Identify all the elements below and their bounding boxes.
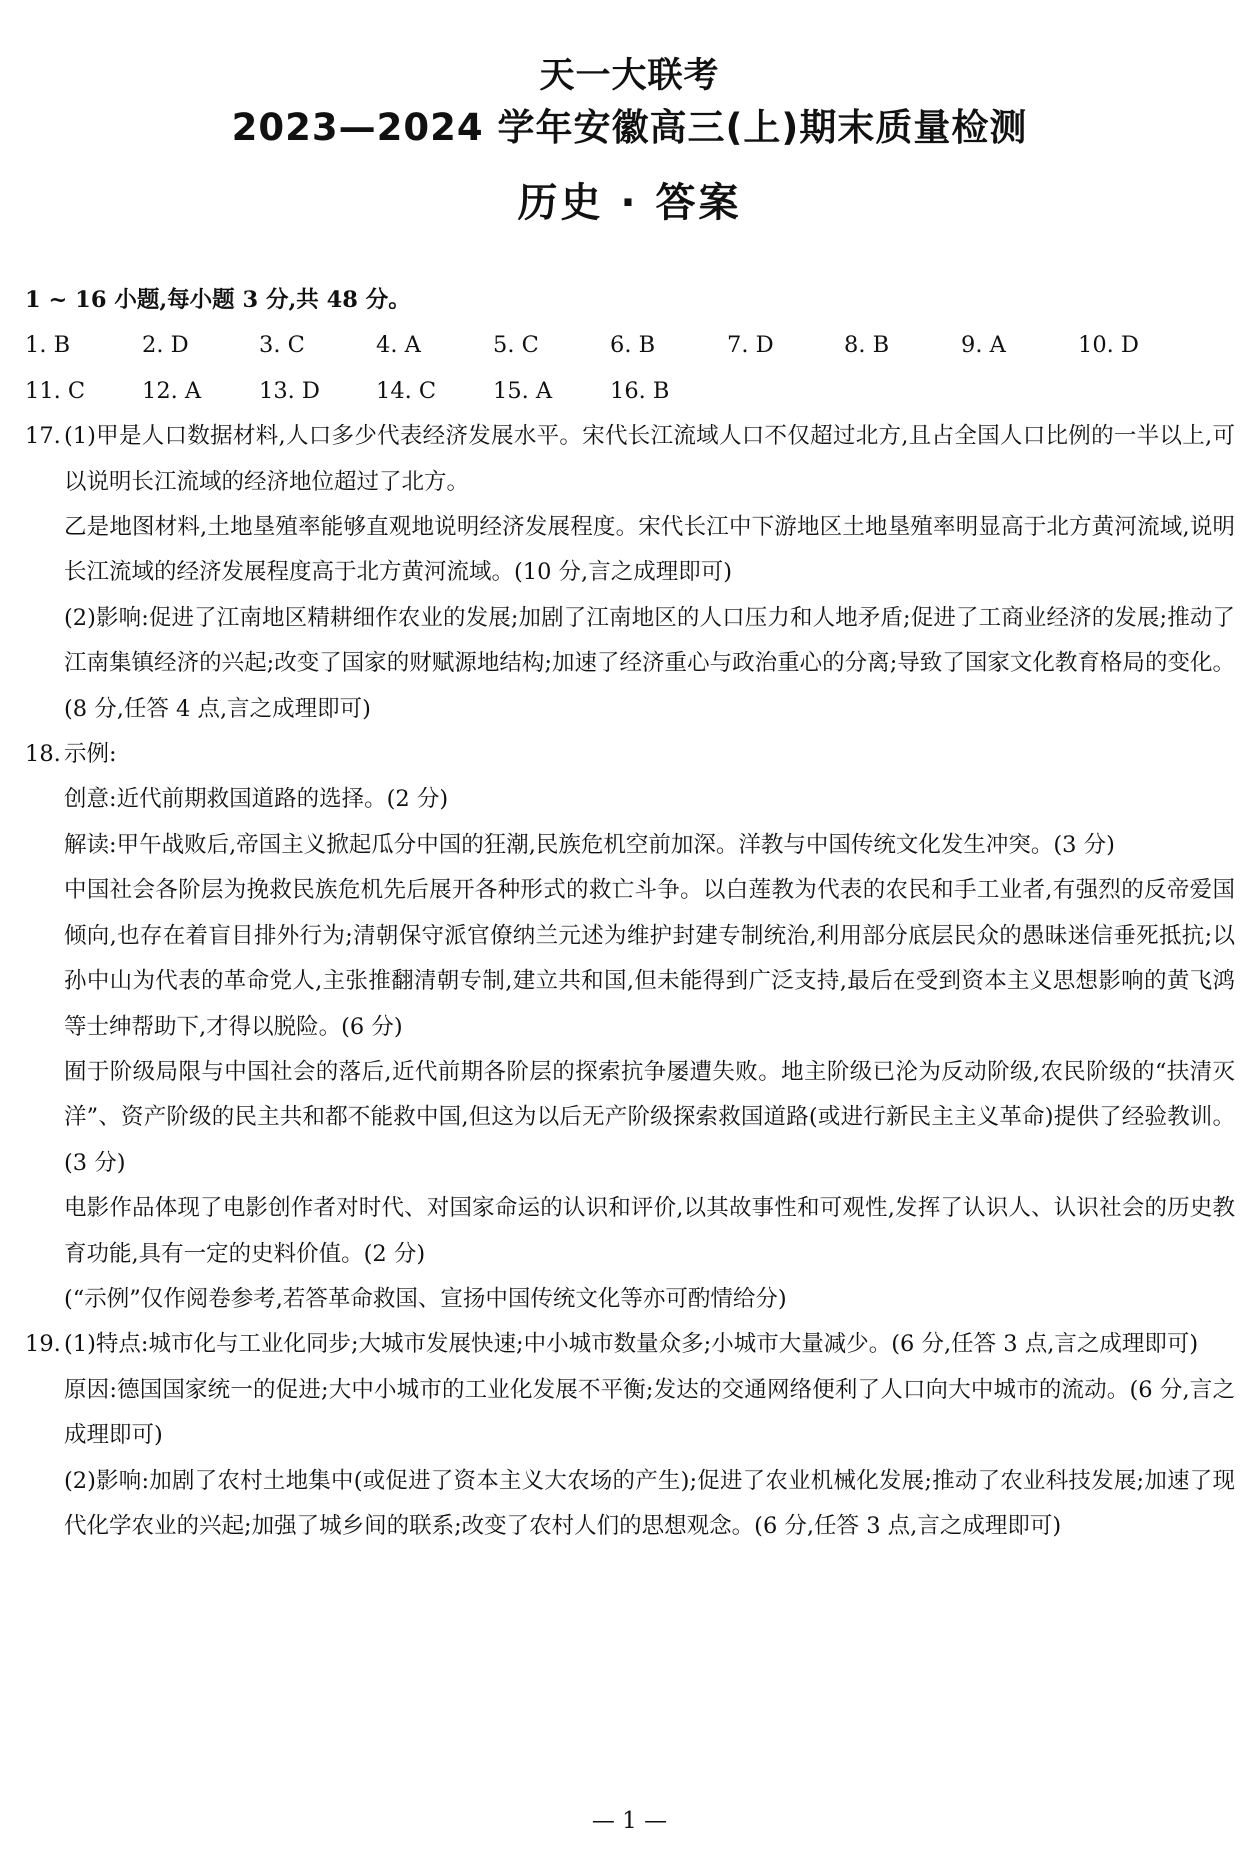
answer-paragraph: (1)甲是人口数据材料,人口多少代表经济发展水平。宋代长江流域人口不仅超过北方,且占全国人口比例的一半以上,可以说明长江流域的经济地位超过了北方。 xyxy=(64,423,1235,495)
mc-answer: 3. C xyxy=(259,332,305,359)
question-18-answer xyxy=(64,732,1235,1322)
mc-answer: 1. B xyxy=(25,332,71,359)
mc-answer: 10. D xyxy=(1078,332,1139,359)
mc-answer: 16. B xyxy=(610,377,670,404)
question-number: 19. xyxy=(25,1331,61,1358)
mc-answers-row-1 xyxy=(25,323,1235,368)
answer-paragraph: 囿于阶级局限与中国社会的落后,近代前期各阶层的探索抗争屡遭失败。地主阶级已沦为反动阶级,农民阶级的“扶清灭洋”、资产阶级的民主共和都不能救中国,但这为以后无产阶级探索救国道路(或进行新民主主义革命)提供了经验教训。(3 分) xyxy=(64,1058,1235,1176)
mc-answers-row-2 xyxy=(25,369,1235,414)
mc-answer: 6. B xyxy=(610,332,656,359)
answer-paragraph: 电影作品体现了电影创作者对时代、对国家命运的认识和评价,以其故事性和可观性,发挥了认识人、认识社会的历史教育功能,具有一定的史料价值。(2 分) xyxy=(64,1195,1235,1267)
answer-paragraph: 原因:德国国家统一的促进;大中小城市的工业化发展不平衡;发达的交通网络便利了人口向大中城市的流动。(6 分,言之成理即可) xyxy=(64,1376,1235,1449)
answer-content xyxy=(25,278,1235,1549)
mc-answer: 14. C xyxy=(376,377,437,404)
mc-answer: 7. D xyxy=(727,332,774,359)
answer-paragraph: 创意:近代前期救国道路的选择。(2 分) xyxy=(64,786,449,813)
answer-paragraph: 中国社会各阶层为挽救民族危机先后展开各种形式的救亡斗争。以白莲教为代表的农民和手工业者,有强烈的反帝爱国倾向,也存在着盲目排外行为;清朝保守派官僚纳兰元述为维护封建专制统治,利用部分底层民众的愚昧迷信垂死抵抗;以孙中山为代表的革命党人,主张推翻清朝专制,建立共和国,但未能得到广泛支持,最后在受到资本主义思想影响的黄飞鸿等士绅帮助下,才得以脱险。(6 分) xyxy=(64,877,1235,1040)
answer-paragraph: 解读:甲午战败后,帝国主义掀起瓜分中国的狂潮,民族危机空前加深。洋教与中国传统文化发生冲突。(3 分) xyxy=(64,831,1115,858)
subject-title: 历史 · 答案 xyxy=(517,180,742,226)
mc-answer: 8. B xyxy=(844,332,890,359)
mc-answer: 4. A xyxy=(376,332,421,359)
answer-paragraph: (“示例”仅作阅卷参考,若答革命救国、宣扬中国传统文化等亦可酌情给分) xyxy=(64,1285,787,1312)
question-18 xyxy=(25,732,1235,1322)
answer-paragraph: 乙是地图材料,土地垦殖率能够直观地说明经济发展程度。宋代长江中下游地区土地垦殖率明显高于北方黄河流域,说明长江流域的经济发展程度高于北方黄河流域。(10 分,言之成理即可) xyxy=(64,514,1235,586)
mc-answer: 11. C xyxy=(25,377,86,404)
mc-intro: 1 ~ 16 小题,每小题 3 分,共 48 分。 xyxy=(25,287,411,313)
page-header xyxy=(0,0,1259,230)
mc-answer: 12. A xyxy=(142,377,202,404)
exam-org-title: 天一大联考 xyxy=(539,56,720,96)
answer-paragraph: 示例: xyxy=(64,741,117,768)
mc-answer: 13. D xyxy=(259,377,320,404)
answer-paragraph: (2)影响:加剧了农村土地集中(或促进了资本主义大农场的产生);促进了农业机械化发展;推动了农业科技发展;加速了现代化学农业的兴起;加强了城乡间的联系;改变了农村人们的思想观念。(6 分,任答 3 点,言之成理即可) xyxy=(64,1467,1235,1539)
mc-answer: 2. D xyxy=(142,332,189,359)
answer-paragraph: (2)影响:促进了江南地区精耕细作农业的发展;加剧了江南地区的人口压力和人地矛盾;促进了工商业经济的发展;推动了江南集镇经济的兴起;改变了国家的财赋源地结构;加速了经济重心与政治重心的分离;导致了国家文化教育格局的变化。(8 分,任答 4 点,言之成理即可) xyxy=(64,604,1235,722)
question-17-answer xyxy=(64,414,1235,732)
mc-answer: 9. A xyxy=(961,332,1006,359)
page-number: — 1 — xyxy=(591,1808,668,1834)
exam-name-title: 2023—2024 学年安徽高三(上)期末质量检测 xyxy=(231,106,1028,149)
answer-paragraph: (1)特点:城市化与工业化同步;大城市发展快速;中小城市数量众多;小城市大量减少。(6 分,任答 3 点,言之成理即可) xyxy=(64,1331,1199,1358)
question-17 xyxy=(25,414,1235,732)
mc-answer: 5. C xyxy=(493,332,539,359)
question-number: 18. xyxy=(25,741,61,768)
question-19-answer xyxy=(64,1322,1235,1549)
question-19 xyxy=(25,1322,1235,1549)
question-number: 17. xyxy=(25,423,61,450)
mc-answer: 15. A xyxy=(493,377,553,404)
